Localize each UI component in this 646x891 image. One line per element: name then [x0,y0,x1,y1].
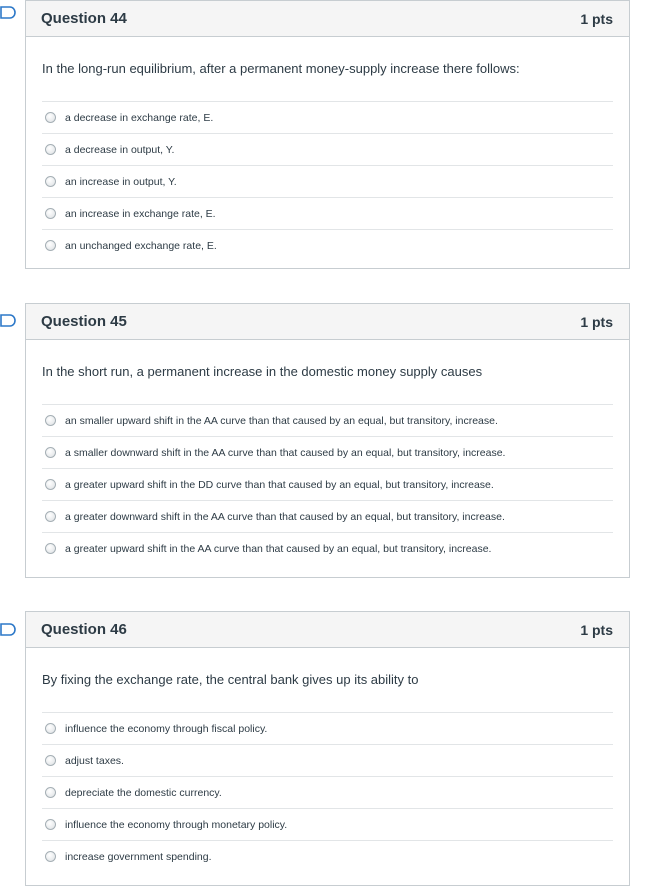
radio-button[interactable] [45,415,56,426]
question-card-44 [25,0,630,269]
answer-option[interactable] [42,809,613,841]
question-header [26,1,629,37]
answer-label: an smaller upward shift in the AA curve than that caused by an equal, but transitory, increase. [65,414,498,427]
radio-button[interactable] [45,755,56,766]
answer-label: a smaller downward shift in the AA curve than that caused by an equal, but transitory, increase. [65,446,506,459]
radio-button[interactable] [45,787,56,798]
radio-button[interactable] [45,723,56,734]
answer-label: a greater downward shift in the AA curve than that caused by an equal, but transitory, increase. [65,510,505,523]
question-header [26,304,629,340]
answer-option[interactable] [42,533,613,564]
radio-button[interactable] [45,208,56,219]
question-body [26,340,629,564]
radio-button[interactable] [45,819,56,830]
question-points: 1 pts [580,621,613,638]
answer-label: an increase in exchange rate, E. [65,207,216,220]
question-title: Question 46 [41,621,127,638]
answer-option[interactable] [42,437,613,469]
radio-button[interactable] [45,851,56,862]
answer-label: an increase in output, Y. [65,175,177,188]
flag-question-icon[interactable] [0,623,16,636]
flag-question-icon[interactable] [0,6,16,19]
answer-label: a decrease in exchange rate, E. [65,111,214,124]
answer-option[interactable] [42,841,613,872]
answer-option[interactable] [42,745,613,777]
answer-option[interactable] [42,777,613,809]
answer-option[interactable] [42,469,613,501]
radio-button[interactable] [45,447,56,458]
answer-option[interactable] [42,166,613,198]
radio-button[interactable] [45,176,56,187]
question-body [26,37,629,261]
radio-button[interactable] [45,240,56,251]
answer-list [42,404,613,564]
question-title: Question 44 [41,10,127,27]
answer-label: adjust taxes. [65,754,124,767]
answer-label: depreciate the domestic currency. [65,786,222,799]
answer-option[interactable] [42,198,613,230]
question-card-46 [25,611,630,886]
answer-option[interactable] [42,230,613,261]
answer-label: influence the economy through fiscal policy. [65,722,268,735]
answer-label: a decrease in output, Y. [65,143,175,156]
answer-label: influence the economy through monetary policy. [65,818,288,831]
radio-button[interactable] [45,543,56,554]
question-points: 1 pts [580,313,613,330]
question-points: 1 pts [580,10,613,27]
radio-button[interactable] [45,112,56,123]
answer-option[interactable] [42,134,613,166]
answer-option[interactable] [42,713,613,745]
answer-label: a greater upward shift in the DD curve than that caused by an equal, but transitory, increase. [65,478,494,491]
answer-label: an unchanged exchange rate, E. [65,239,217,252]
answer-list [42,712,613,872]
question-text: By fixing the exchange rate, the central bank gives up its ability to [42,672,419,687]
question-body [26,648,629,872]
question-title: Question 45 [41,313,127,330]
question-header [26,612,629,648]
flag-question-icon[interactable] [0,314,16,327]
radio-button[interactable] [45,511,56,522]
question-card-45 [25,303,630,578]
radio-button[interactable] [45,479,56,490]
question-text: In the long-run equilibrium, after a permanent money-supply increase there follows: [42,61,520,76]
answer-label: a greater upward shift in the AA curve than that caused by an equal, but transitory, increase. [65,542,492,555]
answer-option[interactable] [42,501,613,533]
answer-list [42,101,613,261]
answer-option[interactable] [42,405,613,437]
radio-button[interactable] [45,144,56,155]
answer-option[interactable] [42,102,613,134]
question-text: In the short run, a permanent increase in the domestic money supply causes [42,364,483,379]
answer-label: increase government spending. [65,850,212,863]
